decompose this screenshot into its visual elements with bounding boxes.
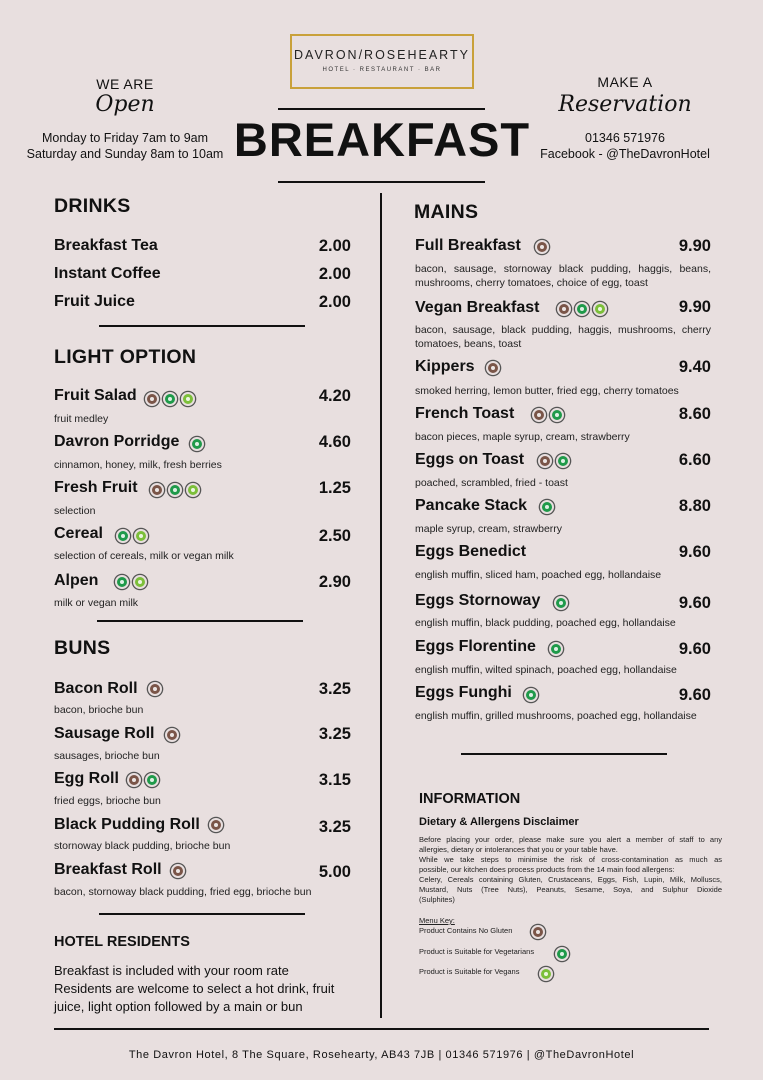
dietary-badges xyxy=(524,686,542,704)
no-gluten-icon xyxy=(535,240,549,254)
allergens-subheading: Dietary & Allergens Disclaimer xyxy=(419,816,579,828)
section-divider xyxy=(99,325,305,327)
vegan-icon xyxy=(133,575,147,589)
bun-item-desc: bacon, stornoway black pudding, fried egg, brioche bun xyxy=(54,886,312,898)
no-gluten-icon xyxy=(486,361,500,375)
no-gluten-icon xyxy=(532,408,546,422)
bun-item-desc: stornoway black pudding, brioche bun xyxy=(54,840,231,852)
key-vegan-label: Product is Suitable for Vegans xyxy=(419,967,520,976)
column-divider xyxy=(380,193,382,1018)
light-item-price: 2.90 xyxy=(318,573,351,591)
vegetarian-icon xyxy=(555,947,569,961)
dietary-badges xyxy=(116,527,152,545)
main-item-desc: maple syrup, cream, strawberry xyxy=(415,523,563,535)
main-item-name: Eggs Stornoway xyxy=(415,592,541,609)
hotel-residents-heading: HOTEL RESIDENTS xyxy=(54,934,190,950)
vegetarian-icon xyxy=(116,529,130,543)
dietary-badges xyxy=(150,481,204,499)
light-item-name: Fresh Fruit xyxy=(54,479,138,496)
dietary-badges xyxy=(540,498,558,516)
disclaimer-text: Mustard, Nuts (Tree Nuts), Peanuts, Sesame, Soya, and Sulphur Dioxide xyxy=(419,885,722,894)
light-item-desc: milk or vegan milk xyxy=(54,597,139,609)
vegetarian-icon xyxy=(524,688,538,702)
bun-item-name: Egg Roll xyxy=(54,770,119,787)
buns-heading: BUNS xyxy=(54,637,111,659)
hours-weekday: Monday to Friday 7am to 9am xyxy=(41,131,209,145)
light-item-price: 4.60 xyxy=(318,433,351,451)
bun-item-price: 3.25 xyxy=(318,818,351,836)
key-badge xyxy=(531,923,549,941)
section-divider xyxy=(461,753,667,755)
main-item-name: Kippers xyxy=(415,358,475,375)
main-item-price: 8.80 xyxy=(678,497,711,515)
reservation-script: Reservation xyxy=(558,92,692,117)
main-item-price: 9.60 xyxy=(678,640,711,658)
reservation-phone[interactable]: 01346 571976 xyxy=(585,131,665,145)
light-item-price: 4.20 xyxy=(318,387,351,405)
dietary-badges xyxy=(538,452,574,470)
vegetarian-icon xyxy=(168,483,182,497)
key-badge xyxy=(555,945,573,963)
section-divider xyxy=(99,913,305,915)
light-item-name: Davron Porridge xyxy=(54,433,180,450)
light-item-name: Alpen xyxy=(54,572,99,589)
dietary-badges xyxy=(115,573,151,591)
logo-name: DAVRON/ROSEHEARTY xyxy=(294,48,470,62)
main-item-desc: tomatoes, beans, toast xyxy=(415,338,522,350)
main-item-name: French Toast xyxy=(415,405,515,422)
dietary-badges xyxy=(486,359,504,377)
vegetarian-icon xyxy=(145,773,159,787)
main-item-price: 9.90 xyxy=(678,237,711,255)
dietary-badges xyxy=(554,594,572,612)
drink-item-price: 2.00 xyxy=(318,293,351,311)
no-gluten-icon xyxy=(148,682,162,696)
open-script: Open xyxy=(95,92,155,117)
drink-item-price: 2.00 xyxy=(318,237,351,255)
main-item-price: 6.60 xyxy=(678,451,711,469)
mains-heading: MAINS xyxy=(414,201,479,223)
light-item-name: Fruit Salad xyxy=(54,387,137,404)
bun-item-desc: fried eggs, brioche bun xyxy=(54,795,161,807)
no-gluten-icon xyxy=(171,864,185,878)
section-divider xyxy=(97,620,303,622)
main-item-desc: english muffin, black pudding, poached egg, hollandaise xyxy=(415,617,676,629)
logo xyxy=(290,34,474,89)
bun-item-name: Black Pudding Roll xyxy=(54,816,200,833)
bun-item-name: Sausage Roll xyxy=(54,725,155,742)
bun-item-price: 3.15 xyxy=(318,771,351,789)
light-item-desc: selection xyxy=(54,505,96,517)
disclaimer-text: While we take steps to minimise the risk of cross-contamination as much as xyxy=(419,855,722,864)
light-item-name: Cereal xyxy=(54,525,103,542)
residents-line: Residents are welcome to select a hot drink, fruit xyxy=(54,981,335,996)
main-item-desc: english muffin, grilled mushrooms, poached egg, hollandaise xyxy=(415,710,697,722)
bun-item-name: Bacon Roll xyxy=(54,680,138,697)
dietary-badges xyxy=(209,816,227,834)
bun-item-desc: sausages, brioche bun xyxy=(54,750,160,762)
page-title: BREAKFAST xyxy=(233,113,531,166)
no-gluten-icon xyxy=(209,818,223,832)
residents-line: juice, light option followed by a main or bun xyxy=(54,999,303,1014)
no-gluten-icon xyxy=(165,728,179,742)
light-option-heading: LIGHT OPTION xyxy=(54,346,197,368)
make-a-label: MAKE A xyxy=(597,74,653,90)
no-gluten-icon xyxy=(150,483,164,497)
main-item-desc: bacon, sausage, stornoway black pudding, haggis, beans, xyxy=(415,263,711,275)
disclaimer-text: Celery, Cereals containing Gluten, Crustaceans, Eggs, Fish, Lupin, Milk, Molluscs, xyxy=(419,875,722,884)
light-item-desc: fruit medley xyxy=(54,413,109,425)
information-heading: INFORMATION xyxy=(419,791,521,807)
vegetarian-icon xyxy=(549,642,563,656)
bun-item-desc: bacon, brioche bun xyxy=(54,704,144,716)
residents-line: Breakfast is included with your room rate xyxy=(54,963,289,978)
main-item-name: Eggs Florentine xyxy=(415,638,536,655)
bun-item-price: 5.00 xyxy=(318,863,351,881)
drink-item-name: Instant Coffee xyxy=(54,265,161,282)
dietary-badges xyxy=(190,435,208,453)
dietary-badges xyxy=(549,640,567,658)
drinks-heading: DRINKS xyxy=(54,195,131,217)
menu-key-title: Menu Key: xyxy=(419,916,455,925)
dietary-badges xyxy=(557,300,611,318)
disclaimer-text: (Sulphites) xyxy=(419,895,455,904)
main-item-name: Eggs on Toast xyxy=(415,451,525,468)
light-item-desc: cinnamon, honey, milk, fresh berries xyxy=(54,459,222,471)
main-item-price: 8.60 xyxy=(678,405,711,423)
main-item-desc: bacon pieces, maple syrup, cream, strawberry xyxy=(415,431,630,443)
key-no-gluten-label: Product Contains No Gluten xyxy=(419,926,513,935)
light-item-desc: selection of cereals, milk or vegan milk xyxy=(54,550,234,562)
bun-item-price: 3.25 xyxy=(318,680,351,698)
main-item-name: Eggs Benedict xyxy=(415,543,527,560)
no-gluten-icon xyxy=(538,454,552,468)
no-gluten-icon xyxy=(145,392,159,406)
drink-item-name: Fruit Juice xyxy=(54,293,135,310)
main-item-name: Eggs Funghi xyxy=(415,684,512,701)
dietary-badges xyxy=(532,406,568,424)
hours-weekend: Saturday and Sunday 8am to 10am xyxy=(26,147,224,161)
vegetarian-icon xyxy=(163,392,177,406)
main-item-price: 9.60 xyxy=(678,594,711,612)
key-vegetarian-label: Product is Suitable for Vegetarians xyxy=(419,947,535,956)
main-item-desc: mushrooms, cherry tomatoes, choice of egg, toast xyxy=(415,277,648,289)
vegan-icon xyxy=(134,529,148,543)
disclaimer-text: possible, our kitchen does process products from the 14 main food allergens: xyxy=(419,865,675,874)
disclaimer-text: Before placing your order, please make sure you alert a member of staff to any xyxy=(419,835,722,844)
title-rule-top xyxy=(278,108,485,110)
vegan-icon xyxy=(593,302,607,316)
dietary-badges xyxy=(171,862,189,880)
title-rule-bottom xyxy=(278,181,485,183)
main-item-desc: english muffin, wilted spinach, poached egg, hollandaise xyxy=(415,664,677,676)
main-item-name: Full Breakfast xyxy=(415,237,521,254)
dietary-badges xyxy=(127,771,163,789)
we-are-label: WE ARE xyxy=(96,76,154,92)
disclaimer-text: allergies, dietary or intolerances that you or your table have. xyxy=(419,845,618,854)
no-gluten-icon xyxy=(127,773,141,787)
vegetarian-icon xyxy=(575,302,589,316)
dietary-badges xyxy=(148,680,166,698)
bun-item-name: Breakfast Roll xyxy=(54,861,162,878)
reservation-facebook[interactable]: Facebook - @TheDavronHotel xyxy=(540,147,710,161)
bun-item-price: 3.25 xyxy=(318,725,351,743)
vegan-icon xyxy=(186,483,200,497)
light-item-price: 1.25 xyxy=(318,479,351,497)
key-badge xyxy=(539,965,557,983)
drink-item-name: Breakfast Tea xyxy=(54,237,158,254)
drink-item-price: 2.00 xyxy=(318,265,351,283)
vegan-icon xyxy=(181,392,195,406)
vegetarian-icon xyxy=(190,437,204,451)
footer-rule xyxy=(54,1028,709,1030)
vegetarian-icon xyxy=(115,575,129,589)
no-gluten-icon xyxy=(531,925,545,939)
dietary-badges xyxy=(145,390,199,408)
main-item-desc: smoked herring, lemon butter, fried egg, cherry tomatoes xyxy=(415,385,679,397)
no-gluten-icon xyxy=(557,302,571,316)
main-item-desc: bacon, sausage, black pudding, haggis, mushrooms, cherry xyxy=(415,324,711,336)
main-item-desc: poached, scrambled, fried - toast xyxy=(415,477,568,489)
main-item-price: 9.90 xyxy=(678,298,711,316)
main-item-name: Vegan Breakfast xyxy=(415,299,540,316)
vegetarian-icon xyxy=(554,596,568,610)
dietary-badges xyxy=(535,238,553,256)
vegetarian-icon xyxy=(540,500,554,514)
vegan-icon xyxy=(539,967,553,981)
footer-text: The Davron Hotel, 8 The Square, Rosehearty, AB43 7JB | 01346 571976 | @TheDavronHotel xyxy=(128,1049,635,1061)
main-item-desc: english muffin, sliced ham, poached egg, hollandaise xyxy=(415,569,662,581)
vegetarian-icon xyxy=(556,454,570,468)
main-item-price: 9.60 xyxy=(678,686,711,704)
dietary-badges xyxy=(165,726,183,744)
main-item-price: 9.40 xyxy=(678,358,711,376)
main-item-name: Pancake Stack xyxy=(415,497,528,514)
light-item-price: 2.50 xyxy=(318,527,351,545)
vegetarian-icon xyxy=(550,408,564,422)
logo-subtitle: HOTEL · RESTAURANT · BAR xyxy=(322,67,442,73)
main-item-price: 9.60 xyxy=(678,543,711,561)
